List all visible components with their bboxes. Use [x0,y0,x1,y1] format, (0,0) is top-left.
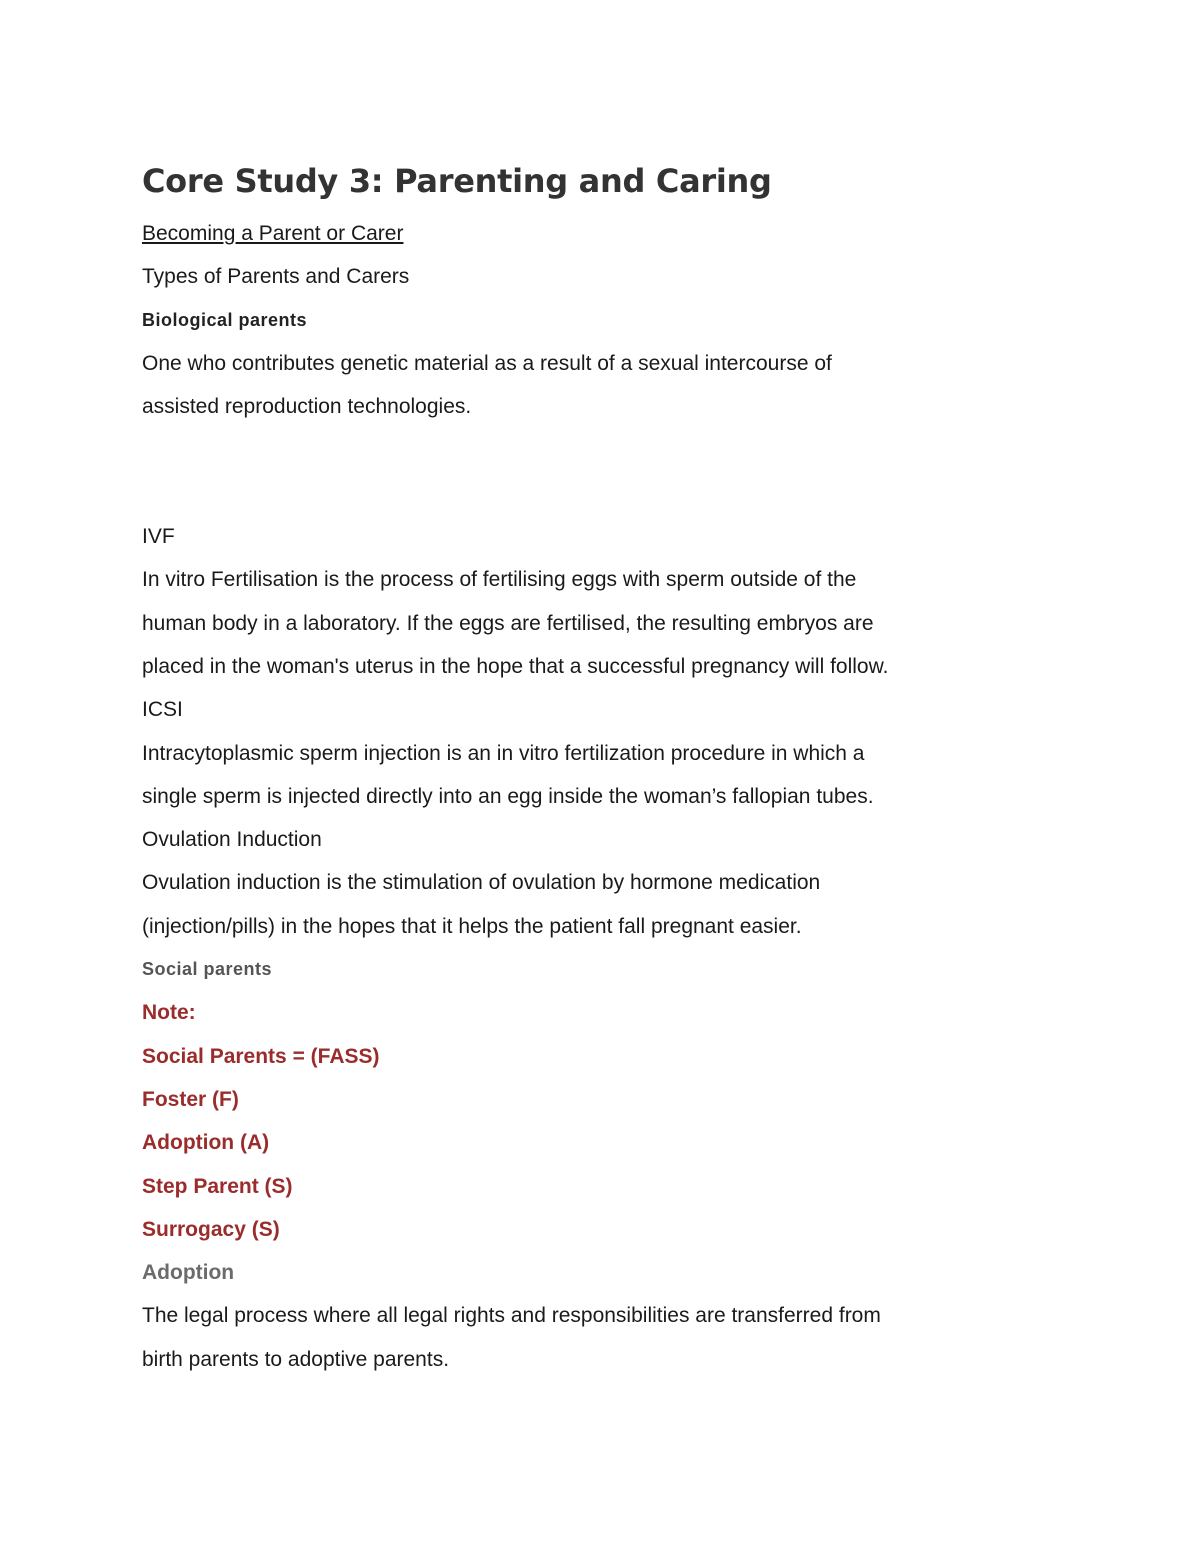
adoption-heading: Adoption [142,1261,235,1285]
ovulation-definition-line: (injection/pills) in the hopes that it helps the patient fall pregnant easier. [142,914,802,938]
icsi-definition-line: single sperm is injected directly into an egg inside the woman’s fallopian tubes. [142,784,874,808]
icsi-definition-line: Intracytoplasmic sperm injection is an in vitro fertilization procedure in which a [142,741,865,765]
biological-parents-heading: Biological parents [142,309,308,330]
note-item: Step Parent (S) [142,1174,293,1198]
note-item: Foster (F) [142,1087,239,1111]
biological-definition-line: One who contributes genetic material as a result of a sexual intercourse of [142,351,832,375]
icsi-heading: ICSI [142,698,183,722]
adoption-definition-line: birth parents to adoptive parents. [142,1347,450,1371]
ivf-definition-line: human body in a laboratory. If the eggs are fertilised, the resulting embryos are [142,611,874,635]
adoption-definition-line: The legal process where all legal rights and responsibilities are transferred from [142,1304,881,1328]
blank-space [142,428,1082,515]
section-heading: Becoming a Parent or Carer [142,222,404,245]
note-item: Surrogacy (S) [142,1217,280,1241]
note-item: Adoption (A) [142,1131,270,1155]
ivf-heading: IVF [142,525,175,549]
ovulation-heading: Ovulation Induction [142,828,322,852]
ivf-definition-line: In vitro Fertilisation is the process of fertilising eggs with sperm outside of the [142,568,857,592]
subsection-heading: Types of Parents and Carers [142,265,410,289]
note-label: Note: [142,1001,196,1025]
document-page [142,150,1082,1381]
ovulation-definition-line: Ovulation induction is the stimulation of ovulation by hormone medication [142,871,821,895]
ivf-definition-line: placed in the woman's uterus in the hope that a successful pregnancy will follow. [142,654,889,678]
note-item: Social Parents = (FASS) [142,1044,380,1068]
biological-definition-line: assisted reproduction technologies. [142,395,472,419]
social-parents-heading: Social parents [142,959,273,980]
document-title: Core Study 3: Parenting and Caring [142,162,772,200]
